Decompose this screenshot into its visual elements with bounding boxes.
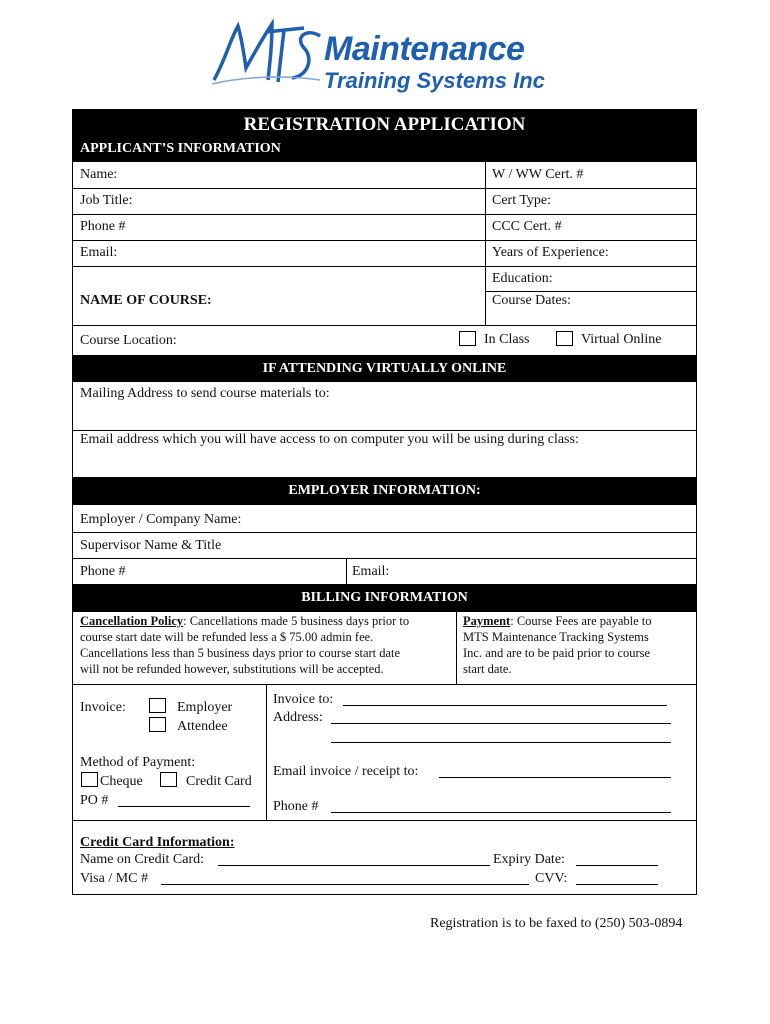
phone-label: Phone #	[80, 219, 126, 234]
cheque-checkbox[interactable]	[81, 772, 98, 787]
po-label: PO #	[80, 793, 109, 808]
credit-card-label: Credit Card	[186, 774, 252, 789]
billing-header-bar	[73, 584, 696, 612]
invoice-to-line[interactable]	[343, 705, 667, 706]
address-label: Address:	[273, 710, 323, 725]
email-label: Email:	[80, 245, 118, 260]
fax-instruction: Registration is to be faxed to (250) 503-0894	[430, 916, 683, 931]
company-logo	[208, 18, 568, 93]
employer-option-label: Employer	[177, 700, 233, 715]
invoice-label: Invoice:	[80, 700, 126, 715]
w-ww-cert-label: W / WW Cert. #	[492, 167, 584, 182]
employer-name-label: Employer / Company Name:	[80, 512, 242, 527]
expiry-date-label: Expiry Date:	[493, 852, 565, 867]
name-on-card-label: Name on Credit Card:	[80, 852, 205, 867]
cheque-label: Cheque	[100, 774, 143, 789]
years-experience-label: Years of Experience:	[492, 245, 609, 260]
employer-email-label: Email:	[352, 564, 390, 579]
address-line-1[interactable]	[331, 723, 671, 724]
attendee-checkbox[interactable]	[149, 717, 166, 732]
supervisor-label: Supervisor Name & Title	[80, 538, 222, 553]
form-title: REGISTRATION APPLICATION	[243, 114, 526, 135]
cancellation-line-1: : Cancellations made 5 business days prior to	[183, 614, 410, 628]
cancellation-line-2: course start date will be refunded less a $ 75.00 admin fee.	[80, 630, 374, 644]
ccc-cert-label: CCC Cert. #	[492, 219, 562, 234]
invoice-to-label: Invoice to:	[273, 692, 334, 707]
virtual-header: IF ATTENDING VIRTUALLY ONLINE	[262, 361, 507, 376]
payment-title: Payment	[463, 614, 511, 628]
billing-phone-line[interactable]	[331, 812, 671, 813]
billing-header: BILLING INFORMATION	[301, 590, 468, 605]
payment-terms	[463, 613, 652, 677]
registration-form	[72, 109, 697, 895]
employer-header: EMPLOYER INFORMATION:	[288, 483, 481, 498]
course-location-label: Course Location:	[80, 333, 177, 348]
applicant-header: APPLICANT’S INFORMATION	[80, 141, 281, 156]
payment-line-1: : Course Fees are payable to	[510, 614, 652, 628]
logo-text-training-systems: Training Systems Inc	[324, 68, 545, 93]
payment-line-2: MTS Maintenance Tracking Systems	[463, 630, 649, 644]
virtual-online-label: Virtual Online	[581, 332, 662, 347]
mailing-address-label: Mailing Address to send course materials to:	[80, 386, 330, 401]
job-title-label: Job Title:	[80, 193, 133, 208]
employer-phone-label: Phone #	[80, 564, 126, 579]
name-on-card-line[interactable]	[218, 865, 490, 866]
cert-type-label: Cert Type:	[492, 193, 552, 208]
virtual-header-bar	[73, 355, 696, 382]
credit-card-info-title: Credit Card Information:	[80, 835, 235, 850]
billing-phone-label: Phone #	[273, 799, 319, 814]
course-name-label: NAME OF COURSE:	[80, 293, 212, 308]
employer-checkbox[interactable]	[149, 698, 166, 713]
email-invoice-label: Email invoice / receipt to:	[273, 764, 419, 779]
cvv-label: CVV:	[535, 871, 568, 886]
cancellation-policy-title: Cancellation Policy	[80, 614, 184, 628]
visa-mc-line[interactable]	[161, 884, 529, 885]
visa-mc-label: Visa / MC #	[80, 871, 148, 886]
course-dates-label: Course Dates:	[492, 293, 571, 308]
payment-line-3: Inc. and are to be paid prior to course	[463, 646, 651, 660]
form-title-bar	[73, 110, 696, 162]
payment-line-4: start date.	[463, 662, 512, 676]
credit-card-checkbox[interactable]	[160, 772, 177, 787]
method-of-payment-label: Method of Payment:	[80, 755, 196, 770]
po-line[interactable]	[118, 806, 250, 807]
employer-header-bar	[73, 477, 696, 505]
cancellation-line-3: Cancellations less than 5 business days prior to course start date	[80, 646, 401, 660]
education-label: Education:	[492, 271, 553, 286]
virtual-online-checkbox[interactable]	[556, 331, 573, 346]
mts-logo-mark	[208, 18, 324, 88]
cancellation-policy	[80, 613, 409, 677]
attendee-option-label: Attendee	[177, 719, 228, 734]
logo-text-maintenance: Maintenance	[324, 30, 525, 68]
expiry-date-line[interactable]	[576, 865, 658, 866]
cancellation-line-4: will not be refunded however, substitutions will be accepted.	[80, 662, 384, 676]
in-class-label: In Class	[484, 332, 530, 347]
cvv-line[interactable]	[576, 884, 658, 885]
name-label: Name:	[80, 167, 118, 182]
in-class-checkbox[interactable]	[459, 331, 476, 346]
email-invoice-line[interactable]	[439, 777, 671, 778]
address-line-2[interactable]	[331, 742, 671, 743]
email-access-label: Email address which you will have access to on computer you will be using during class:	[80, 432, 579, 447]
